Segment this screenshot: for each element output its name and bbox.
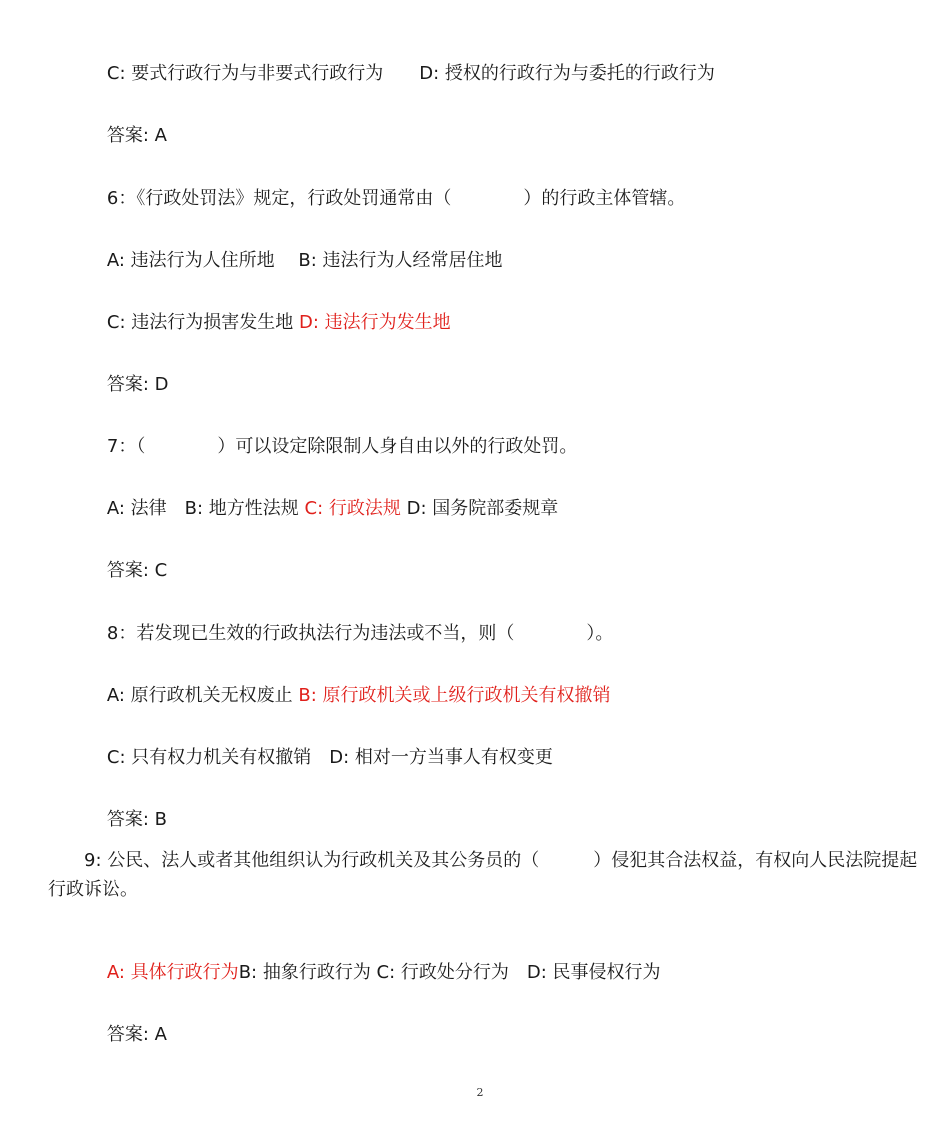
answer-q9: [84, 1002, 167, 1068]
question-6: [84, 166, 685, 232]
option-text: D: 国务院部委规章: [400, 498, 559, 519]
question-text: 9: 公民、法人或者其他组织认为行政机关及其公务员的（ ）侵犯其合法权益，有权向人民法院提起行政诉讼。: [48, 850, 918, 900]
answer-q8: [84, 787, 167, 853]
option-text: A: 违法行为人住所地 B: 违法行为人经常居住地: [106, 250, 503, 271]
option-text: B: 抽象行政行为 C: 行政处分行为 D: 民事侵权行为: [238, 962, 661, 983]
page-number: 2: [476, 1086, 484, 1099]
option-line-q7: [84, 476, 558, 542]
question-text: 7：（ ）可以设定除限制人身自由以外的行政处罚。: [106, 436, 578, 457]
option-line-a-b-q6: [84, 228, 503, 294]
answer-q5: [84, 103, 167, 169]
option-line-a-b-q8: [84, 663, 611, 729]
answer-text: 答案: A: [106, 1024, 167, 1045]
option-line-c-d-q8: [84, 725, 553, 791]
question-9: [48, 846, 918, 904]
option-text: C: 违法行为损害发生地: [106, 312, 299, 333]
answer-text: 答案: B: [106, 809, 168, 830]
option-text: C: 要式行政行为与非要式行政行为 D: 授权的行政行为与委托的行政行为: [106, 63, 715, 84]
correct-option: A: 具体行政行为: [106, 962, 239, 983]
answer-text: 答案: A: [106, 125, 167, 146]
answer-q7: [84, 538, 167, 604]
option-text: C: 只有权力机关有权撤销 D: 相对一方当事人有权变更: [106, 747, 553, 768]
option-text: A: 原行政机关无权废止: [106, 685, 299, 706]
answer-text: 答案: D: [106, 374, 169, 395]
question-text: 8：若发现已生效的行政执法行为违法或不当，则（ ）。: [106, 623, 614, 644]
option-line-c-d-q5: [84, 41, 715, 107]
answer-q6: [84, 352, 169, 418]
question-8: [84, 601, 613, 667]
question-7: [84, 414, 577, 480]
correct-option: B: 原行政机关或上级行政机关有权撤销: [298, 685, 611, 706]
option-line-c-d-q6: [84, 290, 451, 356]
correct-option: D: 违法行为发生地: [298, 312, 451, 333]
answer-text: 答案: C: [106, 560, 168, 581]
correct-option: C: 行政法规: [304, 498, 401, 519]
option-text: A: 法律 B: 地方性法规: [106, 498, 305, 519]
option-line-q9: [84, 940, 661, 1006]
question-text: 6：《行政处罚法》规定，行政处罚通常由（ ）的行政主体管辖。: [106, 188, 686, 209]
